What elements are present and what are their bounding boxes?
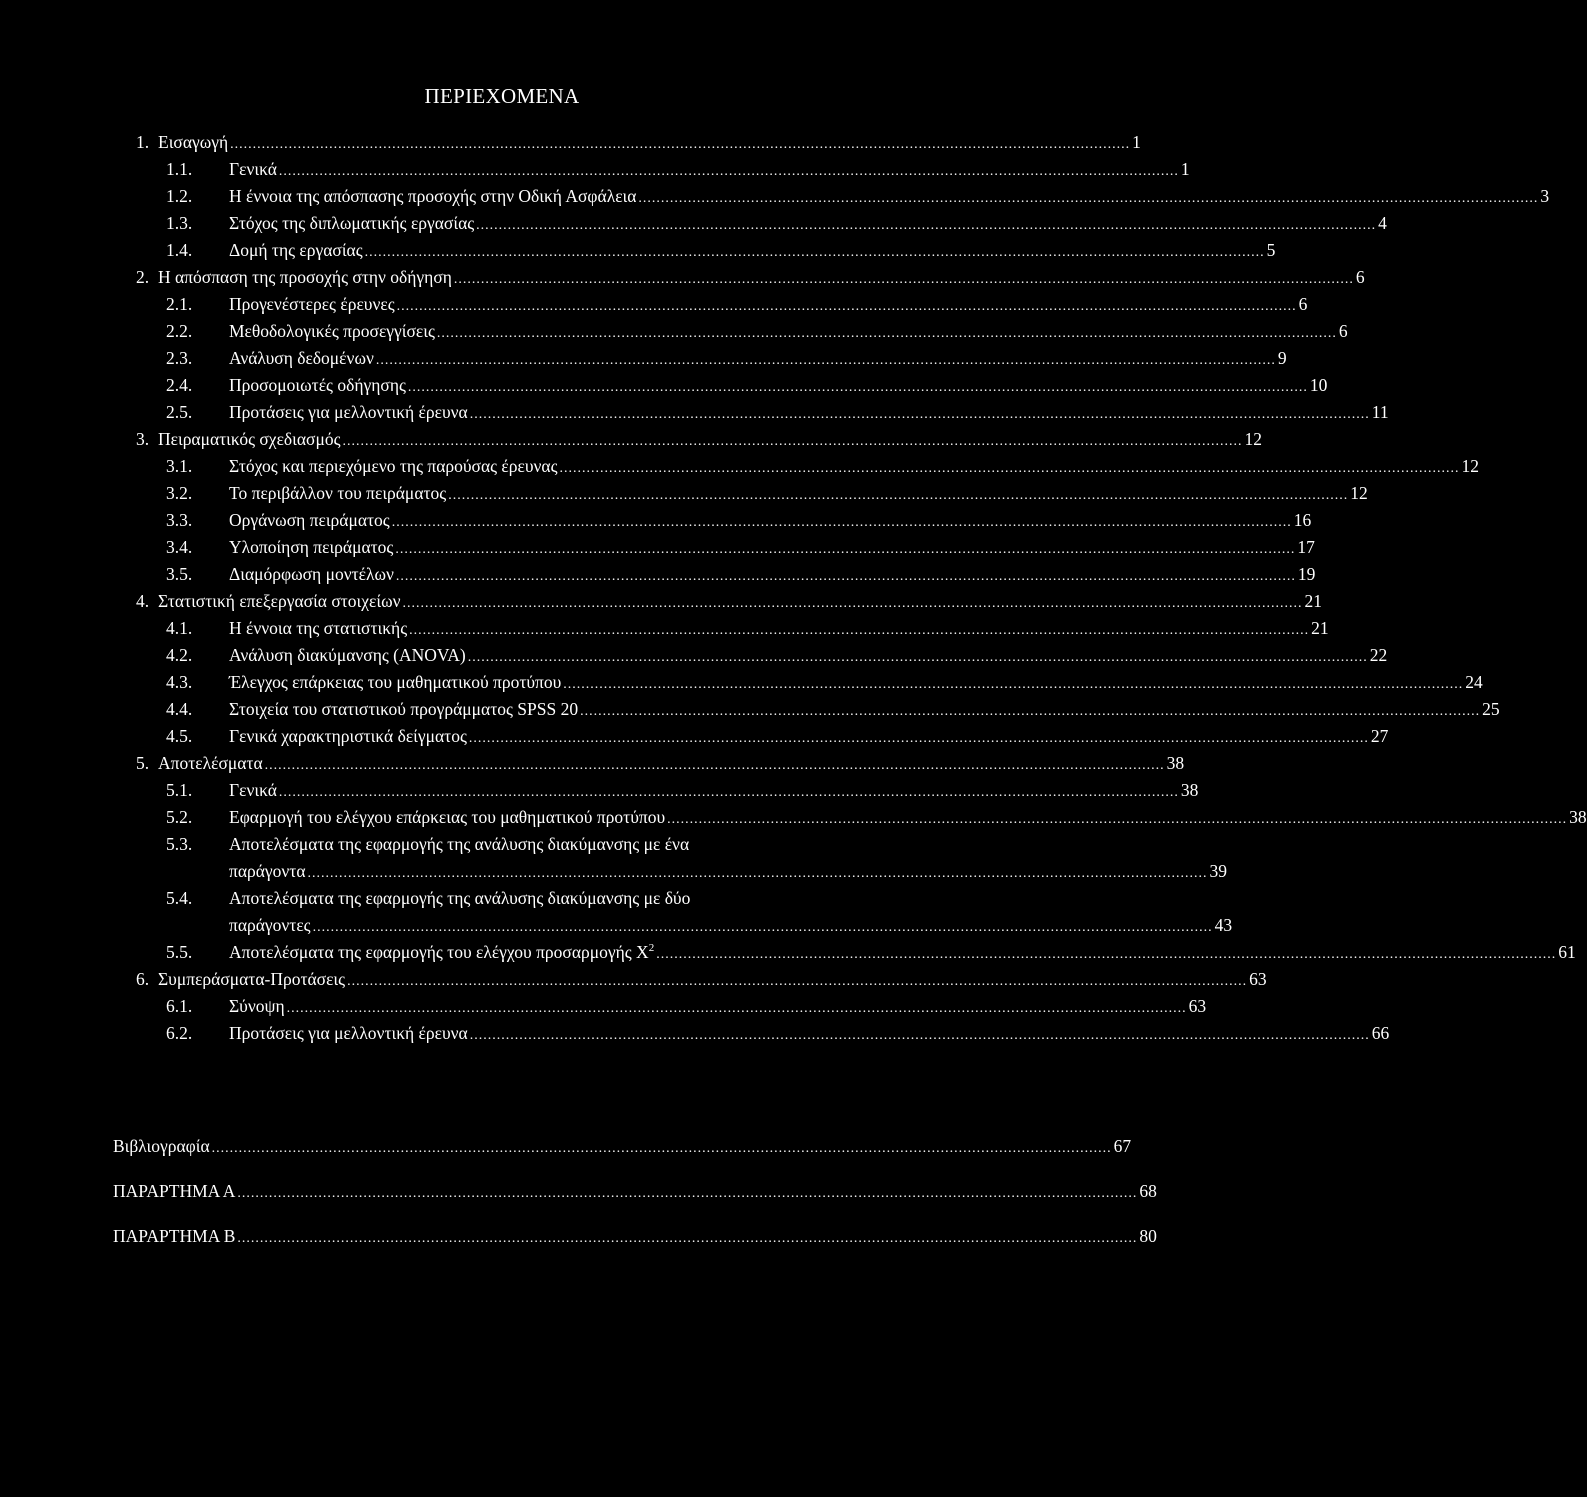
toc-entry-title-text: Στοιχεία του στατιστικού προγράμματος SPSS 20: [229, 699, 579, 719]
toc-entry-title: [229, 345, 374, 372]
toc-entry-title-text: Πειραματικός σχεδιασμός: [158, 429, 341, 449]
toc-entry-title-text: Στόχος και περιεχόμενο της παρούσας έρευνας: [229, 456, 558, 476]
toc-entry-page-number: 6: [1355, 267, 1365, 287]
toc-entry-row: [229, 372, 1328, 401]
toc-entry-page-number: 3: [1540, 186, 1550, 206]
toc-entry[interactable]: [136, 1020, 1390, 1047]
toc-entry-title: [229, 156, 277, 183]
toc-entry-row: [229, 291, 1308, 320]
toc-entry-page-number: 38: [1166, 753, 1185, 773]
toc-entry-title-text: Προτάσεις για μελλοντική έρευνα: [229, 1023, 468, 1043]
dot-leader: ........................................................................................................................................................................................................: [656, 947, 1557, 962]
toc-entry-title: [113, 1133, 210, 1160]
toc-entry-title: [229, 1020, 468, 1047]
toc-entry[interactable]: [136, 318, 1348, 345]
toc-entry-row: [158, 588, 1323, 617]
toc-entry-row: [229, 696, 1500, 725]
dot-leader: ........................................................................................................................................................................................................: [264, 758, 1165, 773]
toc-entry[interactable]: [136, 372, 1328, 399]
toc-entry-title-text: παράγοντες: [229, 915, 311, 935]
page-title: ΠΕΡΙΕΧΟΜΕΝΑ: [424, 84, 580, 108]
toc-entry-row: [229, 534, 1315, 563]
dot-leader: ........................................................................................................................................................................................................: [230, 137, 1131, 152]
dot-leader: ........................................................................................................................................................................................................: [453, 272, 1354, 287]
toc-entry-number: 4.1.: [166, 618, 193, 638]
toc-entry-row: [229, 318, 1348, 347]
dot-leader: ........................................................................................................................................................................................................: [468, 731, 1369, 746]
toc-entry-title-text: Ανάλυση διακύμανσης (ANOVA): [229, 645, 466, 665]
toc-entry-title: [229, 318, 435, 345]
toc-entry-row: [229, 669, 1483, 698]
dot-leader: ........................................................................................................................................................................................................: [395, 569, 1296, 584]
dot-leader: ........................................................................................................................................................................................................: [448, 488, 1349, 503]
toc-entry-title: [229, 615, 407, 642]
toc-entry-row: [229, 507, 1312, 536]
dot-leader: ........................................................................................................................................................................................................: [347, 974, 1248, 989]
toc-entry-row: [158, 750, 1185, 779]
toc-entry[interactable]: [136, 264, 1365, 291]
toc-entry-title: [229, 993, 285, 1020]
toc-entry-title: [229, 561, 394, 588]
toc-entry-number: 4.2.: [166, 645, 193, 665]
dot-leader: ........................................................................................................................................................................................................: [559, 461, 1460, 476]
toc-entry-title-text: Οργάνωση πειράματος: [229, 510, 390, 530]
toc-entry[interactable]: [136, 642, 1388, 669]
toc-entry-number: 5.3.: [166, 834, 193, 854]
toc-entry-page-number: 5: [1266, 240, 1276, 260]
dot-leader: ........................................................................................................................................................................................................: [211, 1141, 1112, 1156]
toc-entry-row: [229, 237, 1276, 266]
toc-entry-row: [229, 615, 1329, 644]
toc-entry-title: [158, 129, 228, 156]
back-matter-list: [113, 1133, 1157, 1268]
toc-entry[interactable]: [136, 237, 1276, 264]
toc-entry-page-number: 63: [1249, 969, 1267, 989]
toc-entry-title: [229, 399, 468, 426]
dot-leader: ........................................................................................................................................................................................................: [563, 677, 1464, 692]
toc-entry-title: [229, 858, 306, 885]
toc-entry-row: [229, 993, 1207, 1022]
toc-entry-number: 3.: [136, 429, 150, 449]
toc-entry-number: 5.4.: [166, 888, 193, 908]
toc-entry-page-number: 12: [1461, 456, 1480, 476]
toc-entry-title-text: Ανάλυση δεδομένων: [229, 348, 374, 368]
toc-entry-page-number: 22: [1369, 645, 1388, 665]
toc-entry-page-number: 10: [1309, 375, 1328, 395]
toc-entry-number: 3.4.: [166, 537, 193, 557]
toc-entry-page-number: 38: [1569, 807, 1587, 827]
toc-entry-page-number: 39: [1209, 861, 1228, 881]
toc-entry-page-number: 16: [1293, 510, 1312, 530]
toc-entry-number: 1.3.: [166, 213, 193, 233]
toc-entry-row: [158, 966, 1267, 995]
toc-entry-title-text: Γενικά χαρακτηριστικά δείγματος: [229, 726, 467, 746]
dot-leader: ........................................................................................................................................................................................................: [312, 920, 1213, 935]
toc-entry-number: 2.2.: [166, 321, 193, 341]
toc-entry-number: 2.5.: [166, 402, 193, 422]
toc-entry-title: [158, 264, 452, 291]
toc-entry-title-text: Γενικά: [229, 159, 277, 179]
toc-entry[interactable]: [136, 615, 1329, 642]
toc-entry[interactable]: [136, 831, 1228, 885]
dot-leader: ........................................................................................................................................................................................................: [307, 866, 1208, 881]
toc-entry-row: [229, 453, 1480, 482]
toc-entry[interactable]: [136, 399, 1389, 426]
toc-entry[interactable]: [136, 750, 1185, 777]
toc-entry-title: [158, 588, 401, 615]
toc-entry-page-number: 19: [1297, 564, 1316, 584]
toc-entry-title: [229, 777, 277, 804]
toc-entry-number: 6.: [136, 969, 150, 989]
dot-leader: ........................................................................................................................................................................................................: [469, 407, 1370, 422]
toc-entry-page-number: 25: [1482, 699, 1500, 719]
toc-entry-title-text: ΠΑΡΑΡΤΗΜΑ Α: [113, 1181, 236, 1201]
toc-entry-page-number: 27: [1370, 726, 1389, 746]
toc-entry-page-number: 9: [1277, 348, 1287, 368]
toc-entry-row: [229, 399, 1389, 428]
toc-entry-title: [158, 426, 341, 453]
toc-entry-title: [229, 507, 390, 534]
dot-leader: ........................................................................................................................................................................................................: [342, 434, 1243, 449]
toc-entry-title: [229, 291, 395, 318]
toc-entry-page-number: 6: [1338, 321, 1348, 341]
toc-entry-page-number: 61: [1558, 942, 1576, 962]
toc-entry-row: [229, 642, 1388, 671]
toc-entry-title: [229, 804, 665, 831]
toc-entry-title: [158, 966, 345, 993]
toc-entry-title-text: Αποτελέσματα: [158, 753, 263, 773]
toc-entry-number: 4.3.: [166, 672, 193, 692]
toc-entry-row: [158, 426, 1263, 455]
toc-entry-title-text: Διαμόρφωση μοντέλων: [229, 564, 394, 584]
toc-entry-title-text: ΠΑΡΑΡΤΗΜΑ Β: [113, 1226, 236, 1246]
toc-entry-row: [229, 858, 1228, 887]
dot-leader: ........................................................................................................................................................................................................: [237, 1231, 1138, 1246]
toc-entry[interactable]: [136, 453, 1480, 480]
toc-entry-number: 1.4.: [166, 240, 193, 260]
dot-leader: ........................................................................................................................................................................................................: [391, 515, 1292, 530]
toc-entry-number: 1.: [136, 132, 150, 152]
toc-entry-row: [229, 156, 1190, 185]
toc-entry-row: [229, 561, 1316, 590]
dot-leader: ........................................................................................................................................................................................................: [638, 191, 1539, 206]
toc-entry[interactable]: [136, 507, 1312, 534]
toc-entry-title-text: Δομή της εργασίας: [229, 240, 363, 260]
toc-entry-row: [158, 129, 1141, 158]
toc-entry-page-number: 43: [1214, 915, 1233, 935]
toc-entry-number: 6.1.: [166, 996, 193, 1016]
toc-entry-row: [229, 804, 1587, 833]
toc-entry-title-text: Προγενέστερες έρευνες: [229, 294, 395, 314]
toc-entry-number: 4.4.: [166, 699, 193, 719]
toc-entry-row: [229, 777, 1199, 806]
dot-leader: ........................................................................................................................................................................................................: [476, 218, 1377, 233]
toc-entry-row: [113, 1133, 1132, 1162]
toc-entry-title: [229, 453, 558, 480]
toc-entry-number: 5.1.: [166, 780, 193, 800]
toc-entry-title-text: Το περιβάλλον του πειράματος: [229, 483, 447, 503]
back-matter-entry[interactable]: [113, 1133, 1132, 1178]
toc-entry[interactable]: [136, 966, 1267, 993]
toc-entry[interactable]: [136, 210, 1387, 237]
toc-entry-title: [113, 1178, 235, 1205]
dot-leader: ........................................................................................................................................................................................................: [402, 596, 1303, 611]
toc-entry-title: [229, 642, 466, 669]
toc-entry-row: [158, 264, 1365, 293]
toc-entry-title-text: Συμπεράσματα-Προτάσεις: [158, 969, 346, 989]
toc-entry-number: 1.2.: [166, 186, 193, 206]
toc-entry[interactable]: [136, 885, 1233, 939]
toc-entry-title-line1: Αποτελέσματα της εφαρμογής της ανάλυσης διακύμανσης με ένα: [229, 834, 690, 854]
toc-entry-title: [229, 696, 578, 723]
toc-entry-row: [229, 345, 1287, 374]
toc-entry[interactable]: [136, 723, 1389, 750]
toc-entry-number: 5.2.: [166, 807, 193, 827]
toc-entry-number: 5.: [136, 753, 150, 773]
toc-entry-page-number: 38: [1180, 780, 1199, 800]
toc-entry-title-text: παράγοντα: [229, 861, 306, 881]
toc-entry-title-text: Υλοποίηση πειράματος: [229, 537, 394, 557]
toc-entry-title-text: Μεθοδολογικές προσεγγίσεις: [229, 321, 435, 341]
toc-entry[interactable]: [136, 426, 1263, 453]
toc-entry-number: 3.2.: [166, 483, 193, 503]
toc-entry[interactable]: [136, 804, 1587, 831]
toc-entry[interactable]: [136, 939, 1576, 966]
toc-entry-number: 2.4.: [166, 375, 193, 395]
toc-entry-title: [229, 183, 636, 210]
toc-entry-title-text: Η απόσπαση της προσοχής στην οδήγηση: [158, 267, 452, 287]
toc-entry[interactable]: [136, 669, 1483, 696]
toc-entry[interactable]: [136, 291, 1308, 318]
toc-entry-page-number: 11: [1371, 402, 1389, 422]
toc-entry-title-text: Γενικά: [229, 780, 277, 800]
toc-entry-title-text: Εφαρμογή του ελέγχου επάρκειας του μαθηματικού προτύπου: [229, 807, 666, 827]
toc-entry-title-text: Έλεγχος επάρκειας του μαθηματικού προτύπου: [229, 672, 562, 692]
toc-entry-number: 3.3.: [166, 510, 193, 530]
table-of-contents: [136, 129, 1587, 1047]
toc-entry-page-number: 6: [1298, 294, 1308, 314]
superscript: 2: [648, 942, 655, 955]
toc-entry-page-number: 21: [1304, 591, 1323, 611]
toc-entry-title-text: Προσομοιωτές οδήγησης: [229, 375, 406, 395]
toc-entry[interactable]: [136, 183, 1550, 210]
toc-entry-title-text: Η έννοια της στατιστικής: [229, 618, 408, 638]
toc-entry[interactable]: [136, 696, 1500, 723]
toc-entry-title-text: Προτάσεις για μελλοντική έρευνα: [229, 402, 468, 422]
toc-entry[interactable]: [136, 993, 1207, 1020]
toc-entry-number: 5.5.: [166, 942, 193, 962]
dot-leader: ........................................................................................................................................................................................................: [580, 704, 1481, 719]
toc-entry-title-text: Εισαγωγή: [158, 132, 229, 152]
toc-entry[interactable]: [136, 156, 1190, 183]
toc-entry[interactable]: [136, 561, 1316, 588]
dot-leader: ........................................................................................................................................................................................................: [375, 353, 1276, 368]
toc-entry-page-number: 1: [1132, 132, 1141, 152]
back-matter-entry[interactable]: [113, 1178, 1157, 1223]
toc-entry-title-text: Η έννοια της απόσπασης προσοχής στην Οδική Ασφάλεια: [229, 186, 637, 206]
toc-entry-title-text: Στατιστική επεξεργασία στοιχείων: [158, 591, 401, 611]
toc-entry-title: [229, 669, 561, 696]
dot-leader: ........................................................................................................................................................................................................: [409, 623, 1310, 638]
toc-entry-title-text: Στόχος της διπλωματικής εργασίας: [229, 213, 475, 233]
toc-entry-number: 4.: [136, 591, 150, 611]
toc-entry-page-number: 80: [1139, 1226, 1157, 1246]
back-matter-entry[interactable]: [113, 1223, 1157, 1268]
dot-leader: ........................................................................................................................................................................................................: [396, 299, 1297, 314]
toc-entry-title-line1: Αποτελέσματα της εφαρμογής της ανάλυσης διακύμανσης με δύο: [229, 888, 691, 908]
toc-entry-row: [229, 912, 1233, 941]
toc-entry[interactable]: [136, 588, 1323, 615]
toc-entry-title: [229, 939, 654, 966]
toc-entry-page-number: 21: [1311, 618, 1329, 638]
dot-leader: ........................................................................................................................................................................................................: [364, 245, 1265, 260]
toc-entry-title: [158, 750, 263, 777]
toc-entry-title: [229, 480, 446, 507]
dot-leader: ........................................................................................................................................................................................................: [407, 380, 1308, 395]
toc-entry-title: [229, 912, 311, 939]
toc-entry-page-number: 24: [1465, 672, 1483, 692]
toc-entry-title: [229, 723, 467, 750]
toc-entry-row: [229, 480, 1368, 509]
dot-leader: ........................................................................................................................................................................................................: [395, 542, 1296, 557]
toc-entry-row: [229, 183, 1550, 212]
toc-entry[interactable]: [136, 345, 1287, 372]
dot-leader: ........................................................................................................................................................................................................: [667, 812, 1568, 827]
toc-entry-page-number: 67: [1113, 1136, 1132, 1156]
toc-entry-number: 4.5.: [166, 726, 193, 746]
toc-entry-page-number: 4: [1378, 213, 1387, 233]
toc-entry[interactable]: [136, 480, 1368, 507]
toc-entry-number: 1.1.: [166, 159, 193, 179]
toc-entry-number: 2.: [136, 267, 150, 287]
toc-entry-page-number: 68: [1139, 1181, 1157, 1201]
toc-entry-row: [229, 939, 1576, 968]
dot-leader: ........................................................................................................................................................................................................: [467, 650, 1368, 665]
toc-entry-number: 3.1.: [166, 456, 193, 476]
toc-entry-page-number: 66: [1371, 1023, 1390, 1043]
dot-leader: ........................................................................................................................................................................................................: [278, 785, 1179, 800]
toc-entry-title-text: Βιβλιογραφία: [113, 1136, 210, 1156]
toc-entry-title: [113, 1223, 235, 1250]
toc-entry-number: 2.1.: [166, 294, 193, 314]
toc-entry-row: [229, 210, 1387, 239]
toc-entry[interactable]: [136, 777, 1199, 804]
toc-entry-row: [229, 1020, 1390, 1049]
toc-entry-number: 2.3.: [166, 348, 193, 368]
toc-entry-title-text: Αποτελέσματα της εφαρμογής του ελέγχου προσαρμογής Χ: [229, 942, 649, 962]
dot-leader: ........................................................................................................................................................................................................: [286, 1001, 1187, 1016]
toc-entry-page-number: 63: [1188, 996, 1207, 1016]
toc-entry-page-number: 17: [1297, 537, 1315, 557]
toc-entry-row: [113, 1178, 1157, 1207]
toc-entry-row: [113, 1223, 1157, 1252]
toc-entry-number: 3.5.: [166, 564, 193, 584]
toc-entry-title: [229, 534, 393, 561]
dot-leader: ........................................................................................................................................................................................................: [278, 164, 1179, 179]
toc-entry[interactable]: [136, 129, 1141, 156]
toc-entry-title-text: Σύνοψη: [229, 996, 285, 1016]
toc-entry-title: [229, 372, 406, 399]
toc-entry-row: [229, 723, 1389, 752]
toc-entry-page-number: 12: [1244, 429, 1263, 449]
toc-entry-title: [229, 237, 363, 264]
dot-leader: ........................................................................................................................................................................................................: [469, 1028, 1370, 1043]
toc-entry[interactable]: [136, 534, 1315, 561]
dot-leader: ........................................................................................................................................................................................................: [237, 1186, 1138, 1201]
toc-entry-page-number: 12: [1350, 483, 1368, 503]
toc-entry-number: 6.2.: [166, 1023, 193, 1043]
dot-leader: ........................................................................................................................................................................................................: [436, 326, 1337, 341]
toc-entry-title: [229, 210, 474, 237]
toc-entry-page-number: 1: [1180, 159, 1190, 179]
